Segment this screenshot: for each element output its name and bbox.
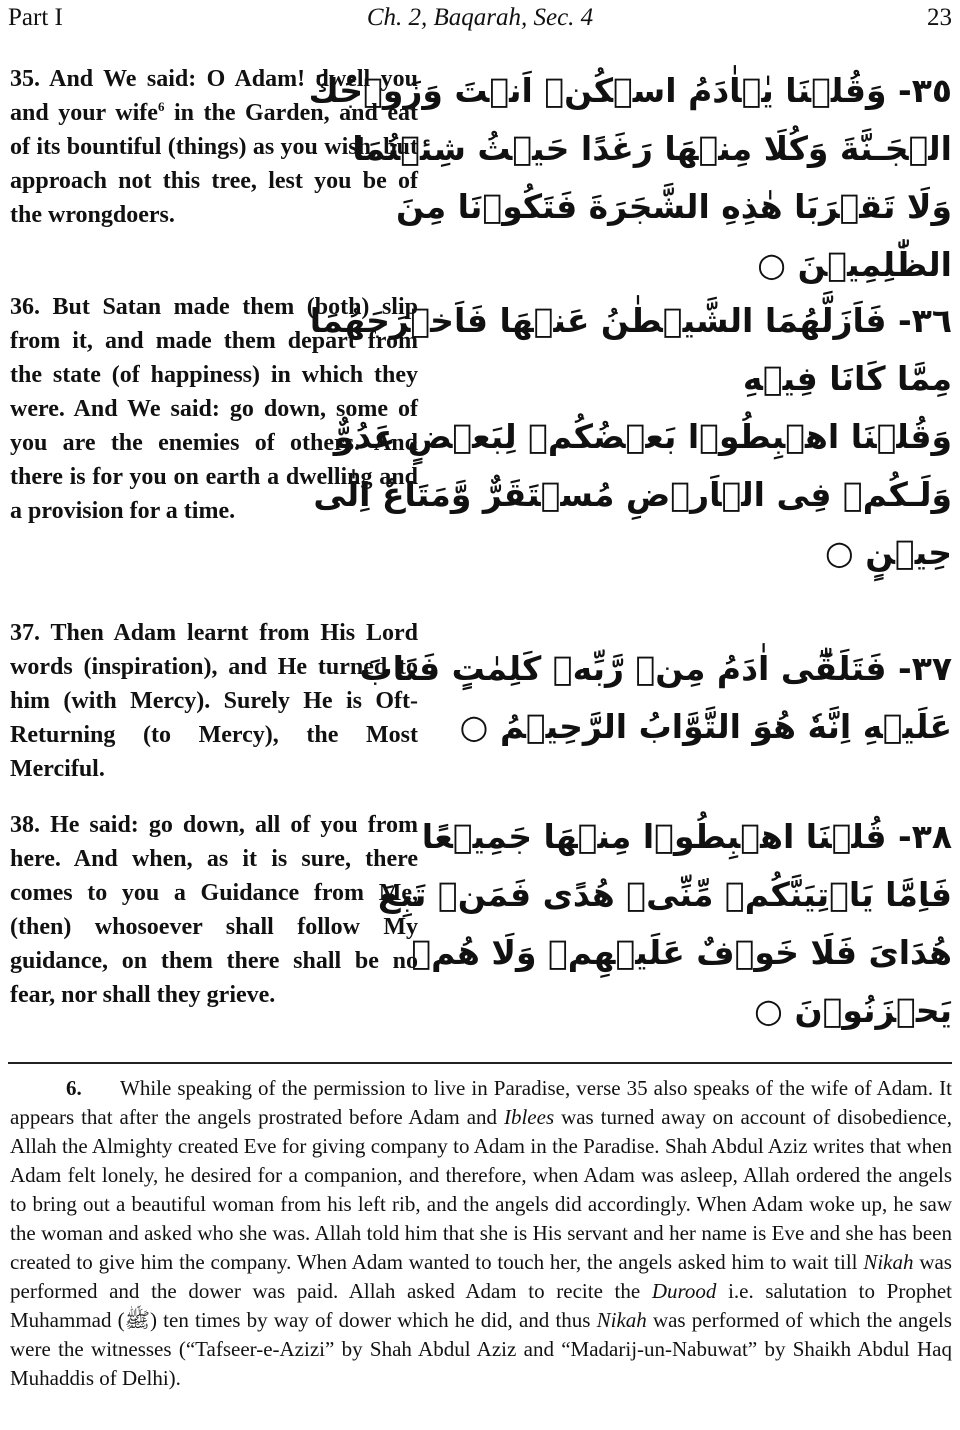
arabic-line: ٣٦- فَاَزَلَّهُمَا الشَّيۡطٰنُ عَنۡهَا فَاَخۡرَجَهُمَا xyxy=(309,301,952,340)
footnote-6 xyxy=(10,1074,952,1393)
verse-38-translation xyxy=(10,808,418,1012)
arabic-line: وَلَـكُمۡ فِى الۡاَرۡضِ مُسۡتَقَرٌّ وَّمَتَاعٌ اِلٰى xyxy=(313,475,952,514)
arabic-line: عَلَيۡهِ اِنَّهٗ هُوَ التَّوَّابُ الرَّحِيۡمُ ○ xyxy=(459,707,952,746)
footnote-number: 6. xyxy=(66,1076,82,1100)
arabic-line: حِيۡنٍ ○ xyxy=(824,533,952,572)
verse-text: But Satan made them (both) slip from it, and made them depart from the state (of happiness) in which they were. And We said: go down, some of you are the enemies of others. And there is for you on earth a dwelling and a provision for a time. xyxy=(10,294,418,524)
footnote-divider xyxy=(8,1062,952,1064)
verse-number: 35. xyxy=(10,66,40,92)
part-label: Part I xyxy=(8,4,63,31)
arabic-line: الۡجَـنَّةَ وَكُلَا مِنۡهَا رَغَدًا حَيۡثُ شِئۡتُمَا xyxy=(352,129,952,168)
verse-number: 36. xyxy=(10,294,40,320)
footnote-text: was performed of which the angels were the witnesses (“Tafseer-e-Azizi” by Shah Abdul Aziz and “Madarij-un-Nabuwat” by Shaikh Abdul Haq Muhaddis of Delhi). xyxy=(10,1308,952,1390)
arabic-line: وَلَا تَقۡرَبَا هٰذِهِ الشَّجَرَةَ فَتَكُوۡنَا مِنَ xyxy=(396,187,952,226)
footnote-text: was performed and the dower was paid. Allah asked Adam to recite the xyxy=(10,1250,952,1303)
verse-38-arabic xyxy=(378,808,952,1040)
verse-text: And We said: O Adam! dwell you and your wife xyxy=(10,66,418,126)
footnote-text: was turned away on account of disobedience, Allah the Almighty created Eve for giving company to Adam in the Paradise. Shah Abdul Aziz writes that when Adam felt lonely, he desired for a companion, and therefore, when Adam was asleep, Allah ordered the angels to bring out a beautiful woman from his left rib, and the angels did accordingly. When Adam woke up, he saw the woman and asked who she was. Allah told him that she is His servant and her name is Eve and she has been created to give him the company. When Adam wanted to touch her, the angels asked him to wait till xyxy=(10,1105,953,1274)
arabic-line: الظّٰلِمِيۡنَ ○ xyxy=(757,245,952,284)
footnote-italic-term: Durood xyxy=(651,1279,717,1303)
verse-36-arabic xyxy=(309,292,952,582)
arabic-line: ٣٨- قُلۡنَا اهۡبِطُوۡا مِنۡهَا جَمِيۡعًا xyxy=(421,817,952,856)
verse-37-arabic xyxy=(359,640,952,756)
arabic-line: ٣٥- وَقُلۡنَا يٰۤاٰدَمُ اسۡكُنۡ اَنۡتَ وَزَوۡجُكَ xyxy=(308,71,952,110)
verse-37-translation xyxy=(10,616,418,786)
verse-number: 38. xyxy=(10,812,40,838)
arabic-line: هُدَاىَ فَلَا خَوۡفٌ عَلَيۡهِمۡ وَلَا هُمۡ xyxy=(411,933,952,972)
verse-35-arabic xyxy=(308,62,952,294)
arabic-line: وَقُلۡنَا اهۡبِطُوۡا بَعۡضُكُمۡ لِبَعۡضٍ عَدُوٌّ xyxy=(333,417,952,456)
page-header xyxy=(8,4,952,40)
verse-text: Then Adam learnt from His Lord words (inspiration), and He turned to him (with Mercy). Surely He is Oft-Returning (to Mercy), the Most Merciful. xyxy=(10,620,418,782)
arabic-line: يَحۡزَنُوۡنَ ○ xyxy=(754,991,952,1030)
arabic-line: مِمَّا كَانَا فِيۡهِ xyxy=(742,359,952,398)
verse-number: 37. xyxy=(10,620,40,646)
page-number: 23 xyxy=(927,4,952,31)
chapter-title: Ch. 2, Baqarah, Sec. 4 xyxy=(366,4,594,31)
verse-text-continued: in the Garden, and eat of its bountiful (things) as you wish, but approach not this tree, lest you be of the wrongdoers. xyxy=(10,100,419,228)
arabic-line: فَاِمَّا يَاۡتِيَنَّكُمۡ مِّنِّىۡ هُدًى فَمَنۡ تَبِعَ xyxy=(378,875,952,914)
footnote-text: While speaking of the permission to live in Paradise, verse 35 also speaks of the wife of Adam. It appears that after the angels prostrated before Adam and xyxy=(10,1076,952,1129)
footnote-ref: 6 xyxy=(157,99,165,114)
footnote-text: i.e. salutation to Prophet Muhammad (ﷺ) ten times by way of dower which he did, and thus xyxy=(10,1279,952,1332)
arabic-line: ٣٧- فَتَلَقّٰٓى اٰدَمُ مِنۡ رَّبِّهٖ كَلِمٰتٍ فَتَابَ xyxy=(359,649,952,688)
footnote-italic-term: Iblees xyxy=(503,1105,555,1129)
footnote-italic-term: Nikah xyxy=(596,1308,647,1332)
footnote-italic-term: Nikah xyxy=(863,1250,914,1274)
verse-text: He said: go down, all of you from here. And when, as it is sure, there comes to you a Guidance from Me, (then) whosoever shall follow My guidance, on them there shall be no fear, nor shall they grieve. xyxy=(10,812,419,1008)
